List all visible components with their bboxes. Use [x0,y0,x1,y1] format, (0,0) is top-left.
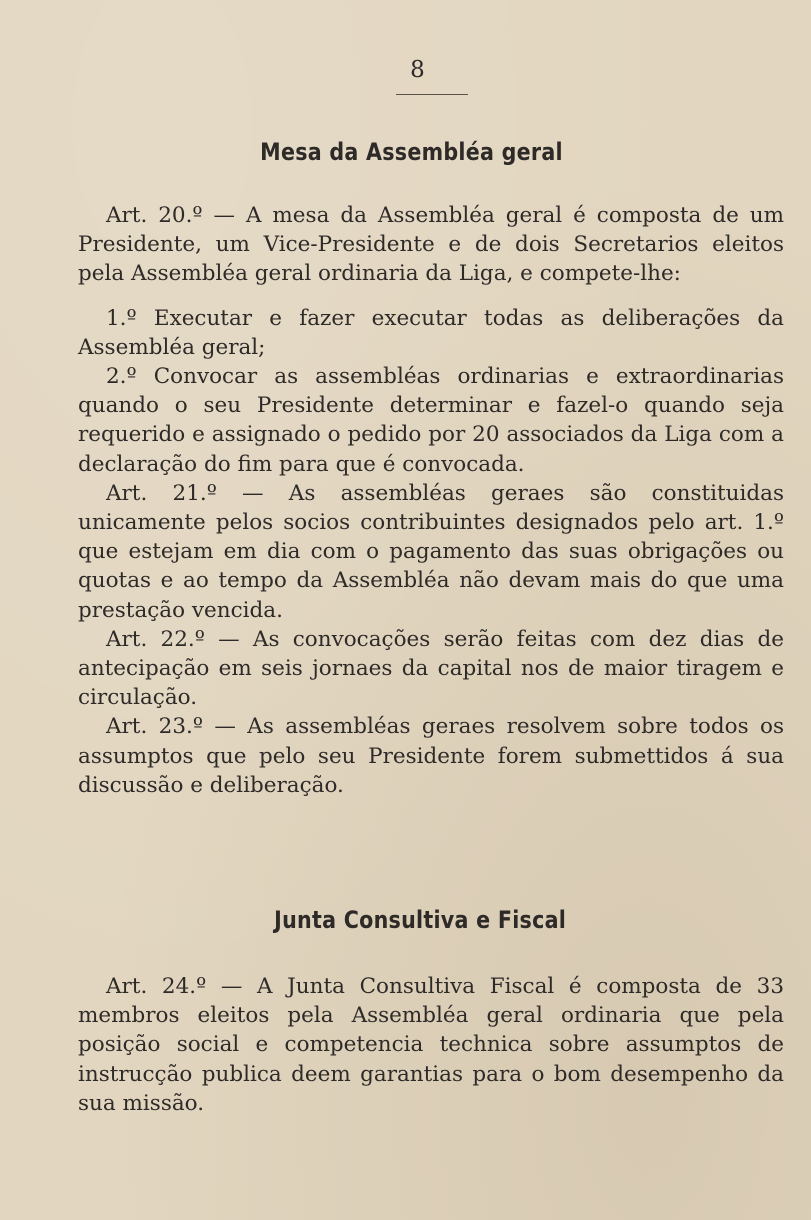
paragraph-art-21: Art. 21.º — As assembléas geraes são constituidas unicamente pelos socios contribuintes designados pelo art. 1.º que estejam em dia com o pagamento das suas obrigações ou quotas e ao tempo da Assembléa não devam mais do que uma prestação vencida. [78,480,784,623]
paragraph-art-22: Art. 22.º — As convocações serão feitas com dez dias de antecipação em seis jornaes da capital nos de maior tiragem e circulação. [78,626,784,711]
paragraph-item-2: 2.º Convocar as assembléas ordinarias e extraordinarias quando o seu Presidente determinar e fazel-o quando seja requerido e assignado o pedido por 20 associados da Liga com a declaração do fim para que é convocada. [78,364,784,477]
paragraph-art-20: Art. 20.º — A mesa da Assembléa geral é composta de um Presidente, um Vice-Presidente e de dois Secretarios eleitos pela Assembléa geral ordinaria da Liga, e compete-lhe: [78,203,784,287]
page-number: 8 [410,57,425,83]
section-heading-junta: Junta Consultiva e Fiscal [274,906,567,934]
section-body-mesa [78,201,784,800]
paragraph-art-24: Art. 24.º — A Junta Consultiva Fiscal é composta de 33 membros eleitos pela Assembléa geral ordinaria que pela posição social e competencia technica sobre assumptos de instrucção publica deem garantias para o bom desempenho da sua missão. [78,974,784,1116]
paragraph-item-1: 1.º Executar e fazer executar todas as deliberações da Assembléa geral; [78,305,784,360]
section-body-junta [78,972,784,1118]
page-number-rule [396,94,468,95]
paragraph-art-23: Art. 23.º — As assembléas geraes resolvem sobre todos os assumptos que pelo seu Presidente forem submettidos á sua discussão e deliberação. [78,714,784,798]
section-heading-mesa: Mesa da Assembléa geral [260,138,563,166]
